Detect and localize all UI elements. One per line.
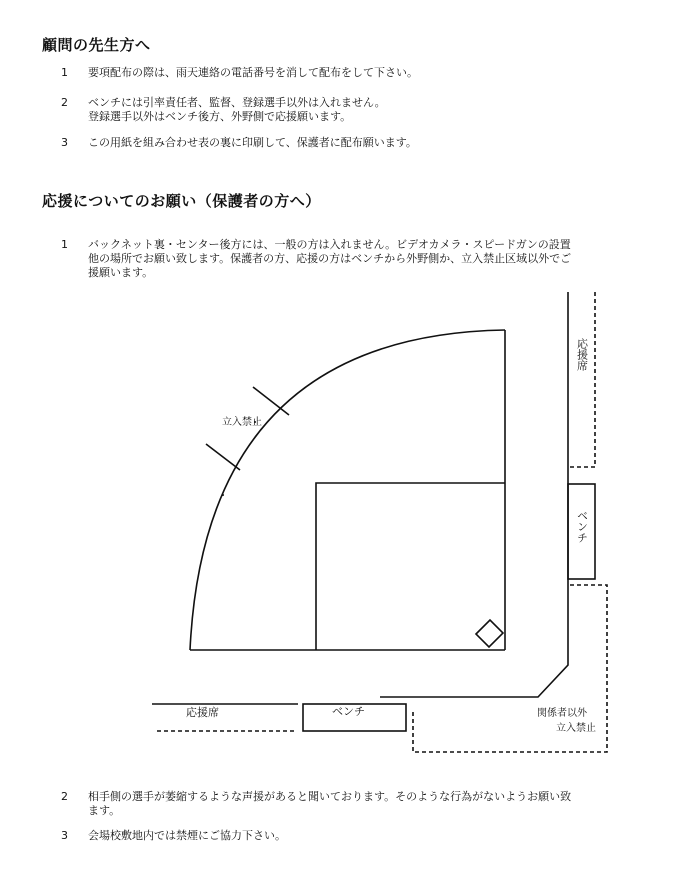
item-text: ベンチには引率責任者、監督、登録選手以外は入れません。 bbox=[88, 96, 386, 109]
arc-mark bbox=[222, 494, 224, 496]
item-text: 要項配布の際は、雨天連絡の電話番号を消して配布をして下さい。 bbox=[88, 66, 418, 79]
no-entry-label: 立入禁止 bbox=[222, 417, 262, 428]
staff-only-label-line2: 立入禁止 bbox=[556, 723, 596, 734]
item-number: 2 bbox=[61, 790, 68, 803]
item-text: 援願います。 bbox=[88, 266, 154, 279]
bench-right-label: ベンチ bbox=[575, 510, 589, 543]
home-plate bbox=[476, 620, 503, 647]
no-entry-boundary-bottom bbox=[206, 444, 240, 470]
bench-bottom-label: ベンチ bbox=[332, 705, 365, 718]
infield bbox=[316, 483, 505, 650]
item-text: 登録選手以外はベンチ後方、外野側で応援願います。 bbox=[88, 110, 352, 123]
section-heading-cheering: 応援についてのお願い（保護者の方へ） bbox=[42, 192, 321, 210]
item-text: 会場校敷地内では禁煙にご協力下さい。 bbox=[88, 829, 286, 842]
item-number: 1 bbox=[61, 66, 68, 79]
cheer-seats-bottom-label: 応援席 bbox=[186, 706, 219, 719]
section-heading-advisors: 顧問の先生方へ bbox=[42, 36, 151, 54]
cheer-area-right-border bbox=[570, 292, 595, 467]
item-number: 3 bbox=[61, 829, 68, 842]
item-number: 1 bbox=[61, 238, 68, 251]
outfield-fence bbox=[190, 330, 505, 650]
item-text: 他の場所でお願い致します。保護者の方、応援の方はベンチから外野側か、立入禁止区域以外でご bbox=[88, 252, 572, 265]
item-text: 相手側の選手が萎縮するような声援があると聞いております。そのような行為がないようお願い致 bbox=[88, 790, 572, 803]
item-number: 2 bbox=[61, 96, 68, 109]
cheer-seats-right-label: 応援席 bbox=[575, 338, 589, 371]
item-text: ます。 bbox=[88, 804, 121, 817]
walkway-right bbox=[380, 292, 568, 697]
item-text: バックネット裏・センター後方には、一般の方は入れません。ビデオカメラ・スピードガンの設置 bbox=[88, 238, 571, 251]
item-number: 3 bbox=[61, 136, 68, 149]
item-text: この用紙を組み合わせ表の裏に印刷して、保護者に配布願います。 bbox=[88, 136, 417, 149]
staff-only-label-line1: 関係者以外 bbox=[537, 708, 587, 719]
no-entry-boundary-top bbox=[253, 387, 289, 415]
